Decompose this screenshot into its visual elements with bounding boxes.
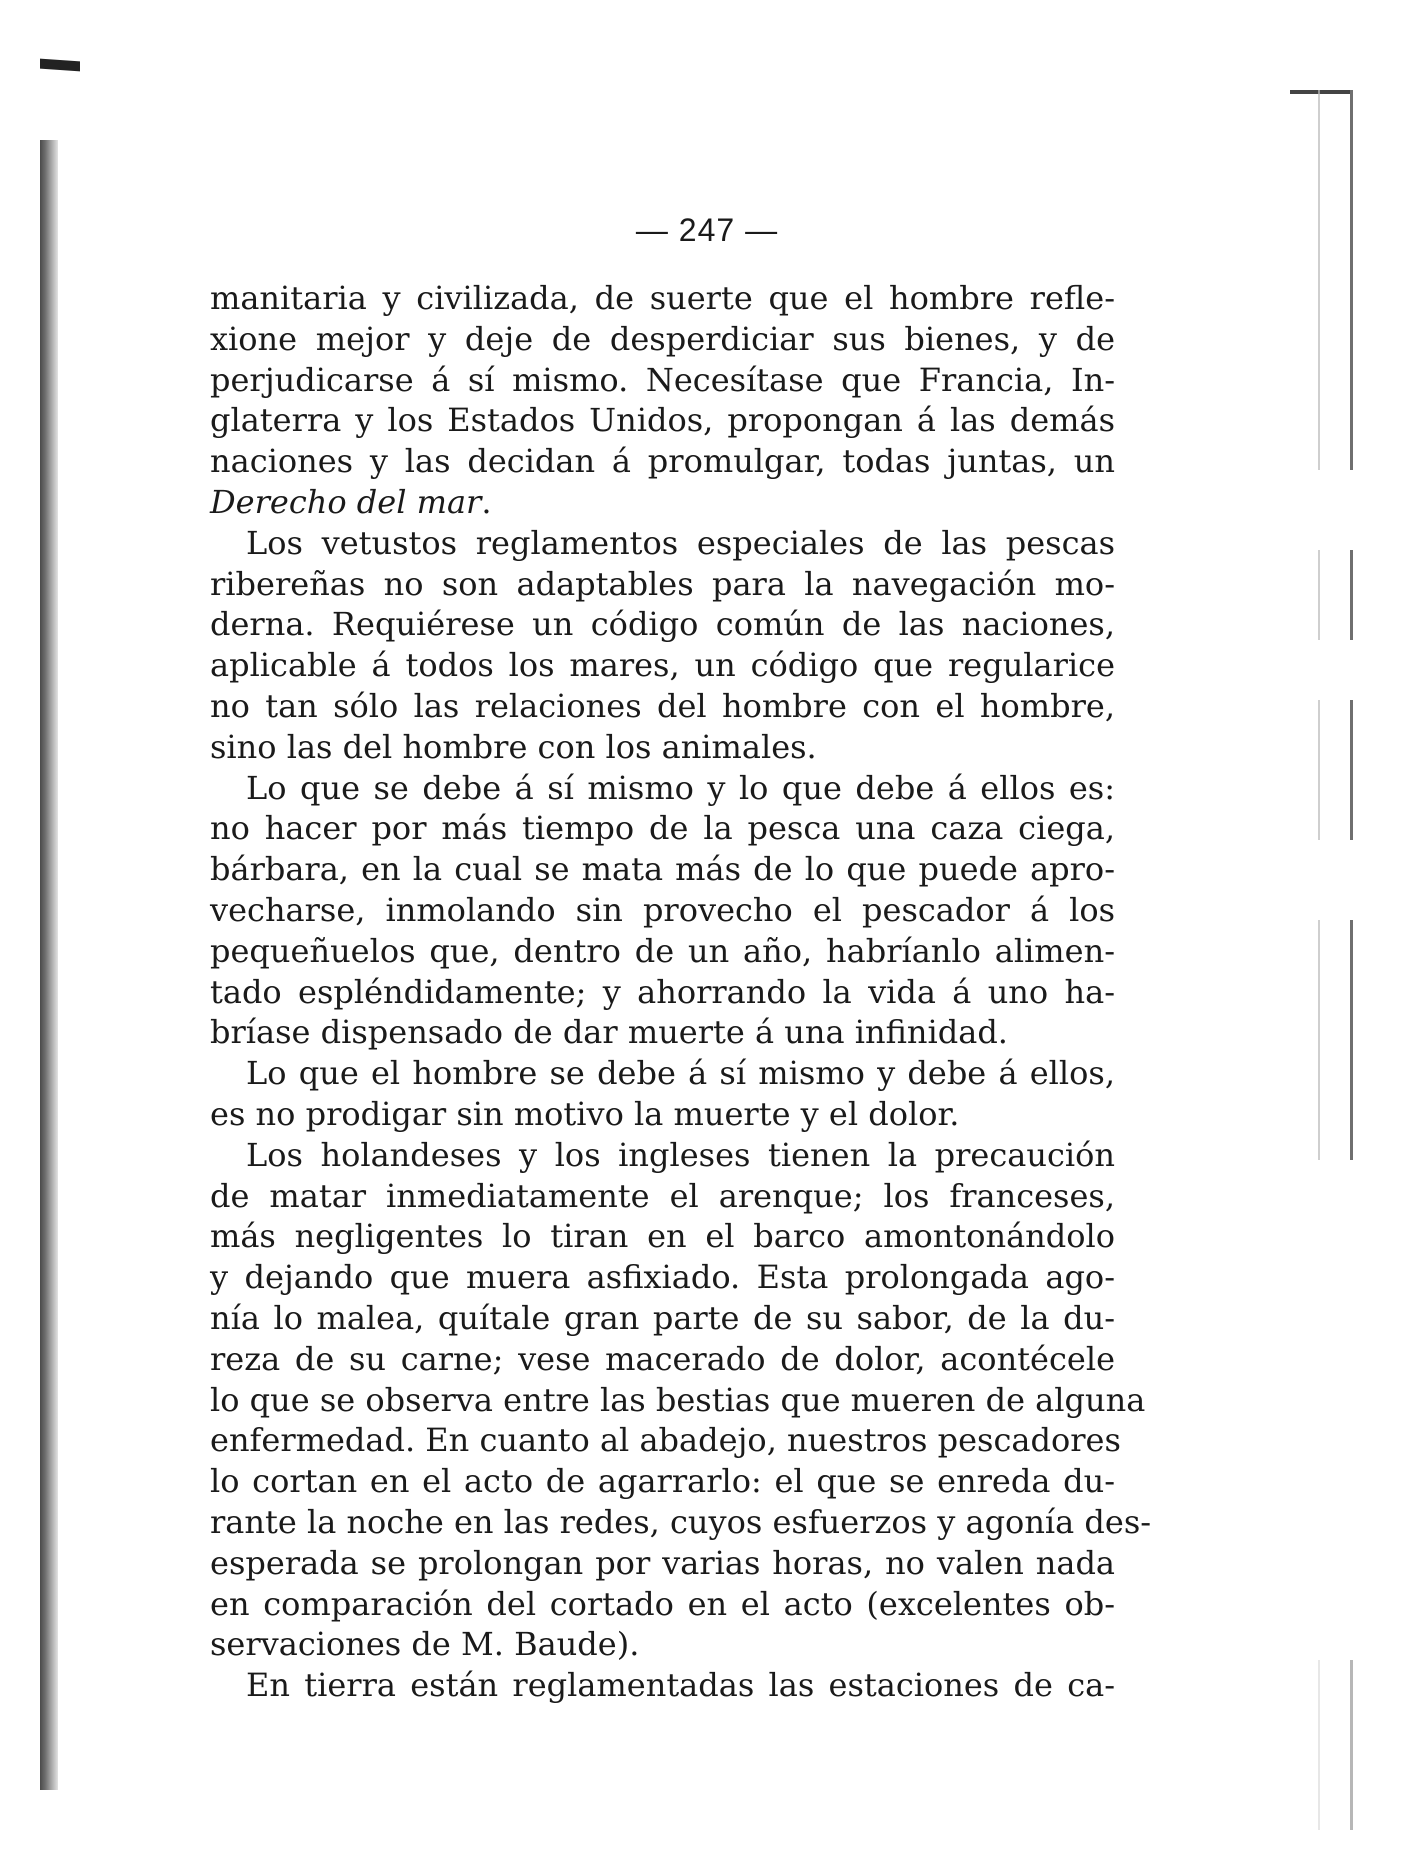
text-line-italic bbox=[210, 482, 1115, 523]
text-line: glaterra y los Estados Unidos, propongan á las demás bbox=[210, 401, 1115, 440]
text-line: naciones y las decidan á promulgar, todas juntas, un bbox=[210, 442, 1115, 481]
text-line: sino las del hombre con los animales. bbox=[210, 727, 817, 766]
text-line: en comparación del cortado en el acto (excelentes ob- bbox=[210, 1584, 1115, 1623]
text-line: lo que se observa entre las bestias que mueren de alguna bbox=[210, 1380, 1146, 1419]
text-line: es no prodigar sin motivo la muerte y el dolor. bbox=[210, 1094, 960, 1133]
text-line: ribereñas no son adaptables para la navegación mo- bbox=[210, 564, 1115, 603]
text-line: y dejando que muera asfixiado. Esta prolongada ago- bbox=[210, 1258, 1115, 1297]
text-line: perjudicarse á sí mismo. Necesítase que Francia, In- bbox=[210, 360, 1115, 399]
text-line: manitaria y civilizada, de suerte que el hombre refle- bbox=[210, 279, 1115, 317]
text-line: nía lo malea, quítale gran parte de su sabor, de la du- bbox=[210, 1298, 1115, 1337]
text-line: bárbara, en la cual se mata más de lo que puede apro- bbox=[210, 850, 1115, 889]
italic-title: Derecho del mar bbox=[210, 482, 482, 521]
scan-edge-right bbox=[1318, 90, 1353, 470]
line-tail: . bbox=[481, 482, 492, 521]
scan-edge-mark bbox=[40, 59, 80, 72]
body-text bbox=[210, 278, 1152, 1706]
text-line: esperada se prolongan por varias horas, no valen nada bbox=[210, 1543, 1115, 1582]
text-line: no hacer por más tiempo de la pesca una caza ciega, bbox=[210, 809, 1115, 848]
text-line: tado espléndidamente; y ahorrando la vida á uno ha- bbox=[210, 972, 1115, 1011]
text-line: pequeñuelos que, dentro de un año, habríanlo alimen- bbox=[210, 931, 1115, 970]
text-line: enfermedad. En cuanto al abadejo, nuestros pescadores bbox=[210, 1421, 1121, 1460]
text-line: más negligentes lo tiran en el barco amontonándolo bbox=[210, 1217, 1115, 1256]
text-line: rante la noche en las redes, cuyos esfuerzos y agonía des- bbox=[210, 1502, 1152, 1541]
text-line: de matar inmediatamente el arenque; los franceses, bbox=[210, 1176, 1115, 1215]
text-line: derna. Requiérese un código común de las naciones, bbox=[210, 605, 1115, 644]
scan-edge-right bbox=[1318, 1660, 1353, 1830]
text-line: bríase dispensado de dar muerte á una infinidad. bbox=[210, 1013, 1008, 1052]
text-line: servaciones de M. Baude). bbox=[210, 1625, 640, 1664]
text-line: xione mejor y deje de desperdiciar sus bienes, y de bbox=[210, 319, 1115, 358]
scan-edge-right bbox=[1318, 920, 1353, 1160]
text-line: vecharse, inmolando sin provecho el pescador á los bbox=[210, 890, 1115, 929]
paragraph-start: Lo que se debe á sí mismo y lo que debe á ellos es: bbox=[246, 768, 1115, 807]
scan-binding-shadow bbox=[40, 140, 58, 1790]
scan-edge-right bbox=[1318, 550, 1353, 640]
text-line: lo cortan en el acto de agarrarlo: el que se enreda du- bbox=[210, 1462, 1115, 1501]
page-number: — 247 — bbox=[635, 212, 779, 248]
text-line: reza de su carne; vese macerado de dolor, acontécele bbox=[210, 1339, 1115, 1378]
paragraph-start: Lo que el hombre se debe á sí mismo y debe á ellos, bbox=[246, 1054, 1115, 1093]
text-line: aplicable á todos los mares, un código que regularice bbox=[210, 646, 1115, 685]
paragraph-start: En tierra están reglamentadas las estaciones de ca- bbox=[246, 1666, 1115, 1705]
paragraph-start: Los vetustos reglamentos especiales de las pescas bbox=[246, 523, 1115, 562]
paragraph-start: Los holandeses y los ingleses tienen la precaución bbox=[246, 1135, 1115, 1174]
text-line: no tan sólo las relaciones del hombre con el hombre, bbox=[210, 686, 1115, 725]
scan-edge-right bbox=[1318, 700, 1353, 840]
